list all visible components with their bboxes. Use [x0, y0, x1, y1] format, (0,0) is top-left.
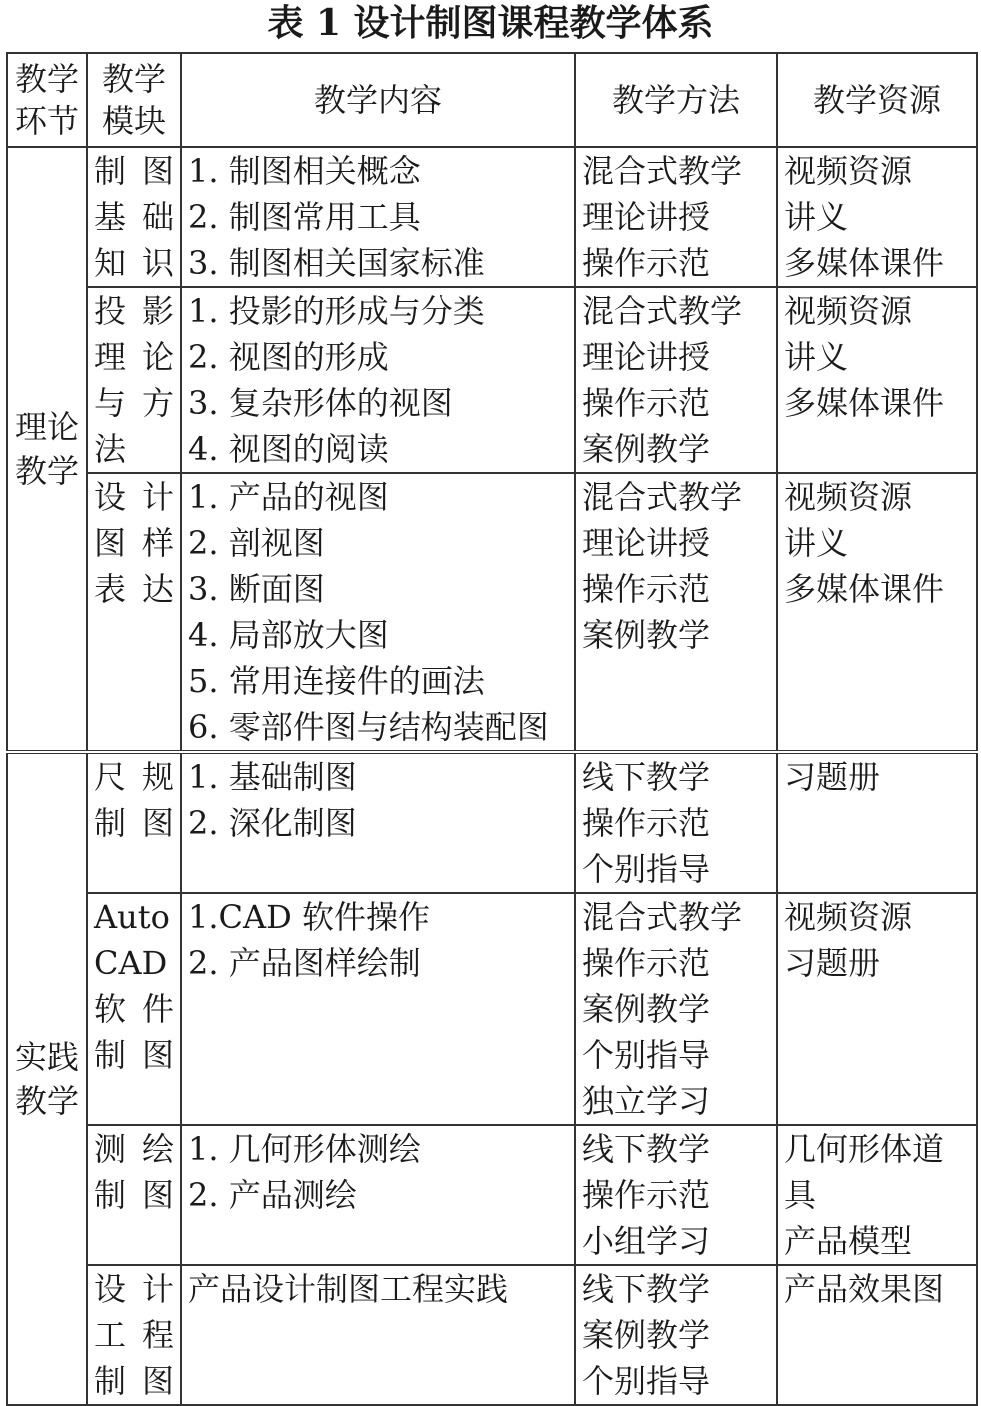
module-cell-line: Auto — [94, 898, 170, 936]
content-cell-line: 2. 深化制图 — [188, 804, 357, 842]
resource-cell — [777, 752, 977, 893]
method-cell — [575, 287, 777, 473]
content-cell — [181, 473, 575, 752]
method-cell-line: 混合式教学 — [582, 898, 743, 936]
resource-cell-line: 几何形体道 — [784, 1130, 945, 1168]
method-cell-line: 线下教学 — [582, 1270, 711, 1308]
resource-cell — [777, 473, 977, 752]
method-cell-line: 操作示范 — [582, 384, 711, 422]
stage-cell — [7, 752, 87, 1405]
content-cell — [181, 1265, 575, 1405]
content-cell — [181, 752, 575, 893]
header-stage: 教学 环节 — [7, 53, 87, 147]
content-cell-line: 1. 基础制图 — [188, 758, 357, 796]
module-cell — [87, 473, 181, 752]
resource-cell-line: 视频资源 — [784, 898, 913, 936]
method-cell — [575, 1265, 777, 1405]
table-row — [7, 473, 977, 752]
method-cell-line: 案例教学 — [582, 430, 711, 468]
course-system-table — [6, 52, 978, 1406]
content-cell-line: 1. 几何形体测绘 — [188, 1130, 421, 1168]
resource-cell — [777, 287, 977, 473]
module-cell — [87, 287, 181, 473]
table-caption: 表 1 设计制图课程教学体系 — [267, 2, 714, 44]
content-cell-line: 1. 产品的视图 — [188, 478, 389, 516]
module-cell-line: 设 计 — [94, 478, 174, 516]
content-cell-line: 2. 产品图样绘制 — [188, 944, 421, 982]
module-cell-line: 投 影 — [94, 292, 174, 330]
method-cell-line: 操作示范 — [582, 570, 711, 608]
table-row — [7, 1125, 977, 1265]
content-cell-line: 4. 局部放大图 — [188, 616, 389, 654]
module-cell-line: 制图 — [94, 804, 174, 842]
content-cell — [181, 287, 575, 473]
resource-cell — [777, 1125, 977, 1265]
method-cell-line: 案例教学 — [582, 1316, 711, 1354]
method-cell-line: 理论讲授 — [582, 524, 711, 562]
resource-cell-line: 具 — [784, 1176, 817, 1214]
method-cell-line: 混合式教学 — [582, 478, 743, 516]
content-cell-line: 1. 制图相关概念 — [188, 152, 421, 190]
content-cell-line: 产品设计制图工程实践 — [188, 1270, 509, 1308]
content-cell-line: 1.CAD 软件操作 — [188, 898, 430, 936]
table-row — [7, 752, 977, 893]
content-cell-line: 3. 复杂形体的视图 — [188, 384, 453, 422]
method-cell-line: 线下教学 — [582, 1130, 711, 1168]
module-cell-line: 制图 — [94, 1036, 174, 1074]
module-cell-line: 测 绘 — [94, 1130, 174, 1168]
method-cell-line: 理论讲授 — [582, 198, 711, 236]
table-row — [7, 147, 977, 287]
resource-cell-line: 视频资源 — [784, 292, 913, 330]
method-cell-line: 混合式教学 — [582, 152, 743, 190]
resource-cell-line: 产品模型 — [784, 1222, 913, 1260]
resource-cell — [777, 147, 977, 287]
content-cell-line: 2. 视图的形成 — [188, 338, 389, 376]
content-cell — [181, 893, 575, 1125]
module-cell-line: 表达 — [94, 570, 174, 608]
content-cell-line: 4. 视图的阅读 — [188, 430, 389, 468]
resource-cell-line: 讲义 — [784, 524, 849, 562]
resource-cell — [777, 893, 977, 1125]
module-cell-line: 制图 — [94, 1362, 174, 1400]
stage-cell-line: 教学 — [14, 1082, 79, 1120]
resource-cell-line: 多媒体课件 — [784, 244, 945, 282]
resource-cell-line: 多媒体课件 — [784, 384, 945, 422]
method-cell-line: 混合式教学 — [582, 292, 743, 330]
content-cell-line: 2. 制图常用工具 — [188, 198, 421, 236]
stage-cell — [7, 147, 87, 752]
module-cell — [87, 1125, 181, 1265]
module-cell-line: 图 样 — [94, 524, 174, 562]
module-cell-line: 尺 规 — [94, 758, 174, 796]
content-cell — [181, 1125, 575, 1265]
content-cell-line: 3. 断面图 — [188, 570, 325, 608]
method-cell-line: 操作示范 — [582, 804, 711, 842]
header-module: 教学 模块 — [87, 53, 181, 147]
method-cell-line: 独立学习 — [582, 1082, 711, 1120]
method-cell — [575, 473, 777, 752]
resource-cell-line: 习题册 — [784, 944, 881, 982]
resource-cell-line: 多媒体课件 — [784, 570, 945, 608]
resource-cell-line: 习题册 — [784, 758, 881, 796]
module-cell-line: CAD — [94, 944, 168, 982]
resource-cell-line: 视频资源 — [784, 478, 913, 516]
module-cell-line: 设 计 — [94, 1270, 174, 1308]
stage-cell-line: 理论 — [14, 408, 79, 446]
table-body — [7, 147, 977, 1405]
module-cell — [87, 147, 181, 287]
method-cell — [575, 893, 777, 1125]
module-cell-line: 法 — [94, 430, 127, 468]
module-cell-line: 制图 — [94, 1176, 174, 1214]
method-cell — [575, 1125, 777, 1265]
content-cell-line: 6. 零部件图与结构装配图 — [188, 708, 549, 746]
module-cell-line: 理 论 — [94, 338, 174, 376]
method-cell-line: 个别指导 — [582, 1362, 711, 1400]
method-cell-line: 理论讲授 — [582, 338, 711, 376]
method-cell-line: 操作示范 — [582, 944, 711, 982]
module-cell-line: 基 础 — [94, 198, 174, 236]
method-cell-line: 操作示范 — [582, 244, 711, 282]
method-cell-line: 案例教学 — [582, 990, 711, 1028]
table-row — [7, 1265, 977, 1405]
content-cell-line: 5. 常用连接件的画法 — [188, 662, 485, 700]
table-row — [7, 287, 977, 473]
module-cell-line: 知识 — [94, 244, 174, 282]
method-cell-line: 个别指导 — [582, 1036, 711, 1074]
method-cell-line: 操作示范 — [582, 1176, 711, 1214]
method-cell-line: 小组学习 — [582, 1222, 711, 1260]
header-resource: 教学资源 — [777, 53, 977, 147]
stage-cell-line: 实践 — [14, 1038, 79, 1076]
module-cell-line: 软 件 — [94, 990, 174, 1028]
header-method: 教学方法 — [575, 53, 777, 147]
module-cell — [87, 1265, 181, 1405]
header-content: 教学内容 — [181, 53, 575, 147]
resource-cell-line: 视频资源 — [784, 152, 913, 190]
content-cell-line: 2. 剖视图 — [188, 524, 325, 562]
content-cell-line: 1. 投影的形成与分类 — [188, 292, 485, 330]
table-row — [7, 893, 977, 1125]
method-cell — [575, 147, 777, 287]
content-cell-line: 3. 制图相关国家标准 — [188, 244, 485, 282]
module-cell — [87, 752, 181, 893]
module-cell-line: 与 方 — [94, 384, 174, 422]
method-cell-line: 个别指导 — [582, 850, 711, 888]
resource-cell — [777, 1265, 977, 1405]
method-cell-line: 线下教学 — [582, 758, 711, 796]
module-cell-line: 工 程 — [94, 1316, 174, 1354]
resource-cell-line: 讲义 — [784, 198, 849, 236]
module-cell-line: 制 图 — [94, 152, 174, 190]
header-row — [7, 53, 977, 147]
content-cell-line: 2. 产品测绘 — [188, 1176, 357, 1214]
method-cell-line: 案例教学 — [582, 616, 711, 654]
module-cell — [87, 893, 181, 1125]
content-cell — [181, 147, 575, 287]
method-cell — [575, 752, 777, 893]
resource-cell-line: 讲义 — [784, 338, 849, 376]
resource-cell-line: 产品效果图 — [784, 1270, 945, 1308]
stage-cell-line: 教学 — [14, 452, 79, 490]
